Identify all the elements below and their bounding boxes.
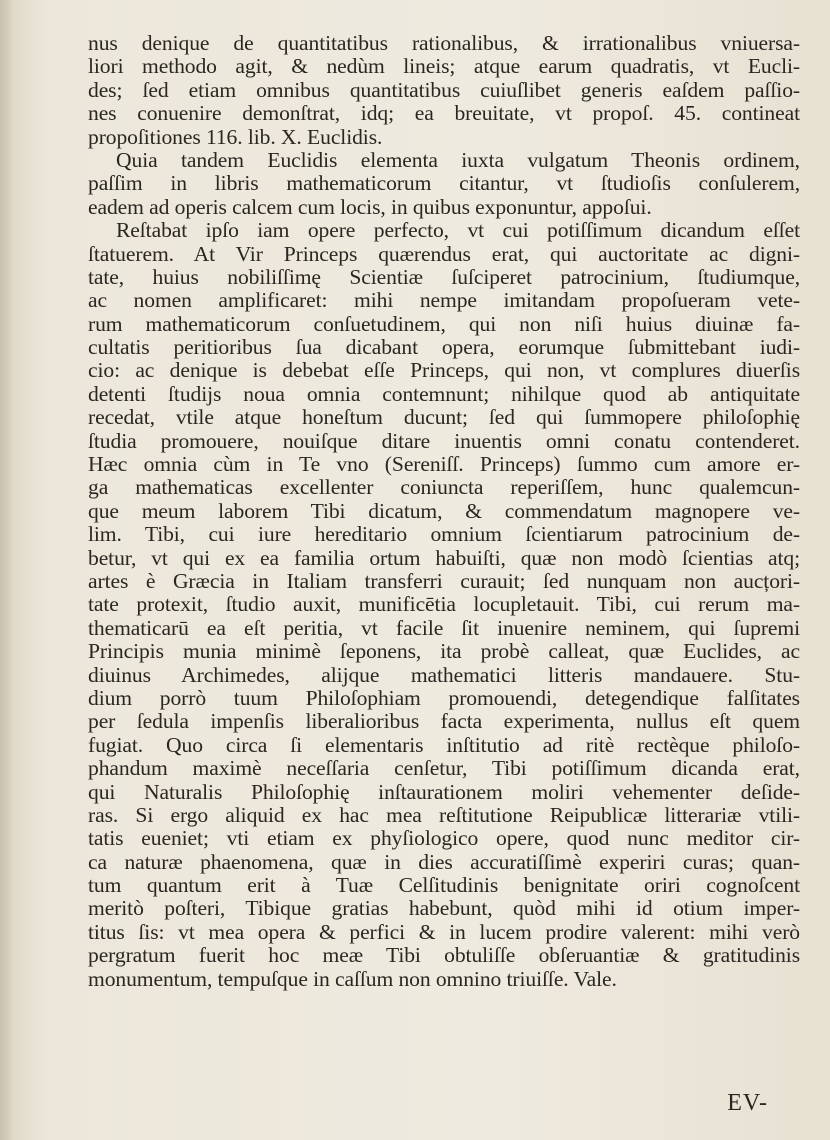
text-line: tate, huius nobiliſſimę Scientiæ ſuſciperet patrocinium, ſtudiumque, [88,265,800,289]
catchword: EV- [727,1090,768,1116]
text-line: artes è Græcia in Italiam transferri curauit; ſed nunquam non aucțori- [88,569,800,593]
text-line: detenti ſtudijs noua omnia contemnunt; nihilque quod ab antiquitate [88,382,800,406]
text-line: thematicarū ea eſt peritia, vt facile ſit inuenire neminem, qui ſupremi [88,616,800,640]
text-line: recedat, vtile atque honeſtum ducunt; ſed qui ſummopere philoſophię [88,406,800,430]
text-line: lim. Tibi, cui iure hereditario omnium ſcientiarum patrocinium de- [88,523,800,547]
text-line: paſſim in libris mathematicorum citantur, vt ſtudioſis conſulerem, [88,172,800,196]
text-line: ca naturæ phaenomena, quæ in dies accuratiſſimè experiri curas; quan- [88,850,800,874]
text-line: phandum maximè neceſſaria cenſetur, Tibi potiſſimum dicanda erat, [88,757,800,781]
text-line: propoſitiones 116. lib. X. Euclidis. [88,125,383,149]
text-line: ras. Si ergo aliquid ex hac mea reſtitutione Reipublicæ litterariæ vtili- [88,803,800,827]
text-line: des; ſed etiam omnibus quantitatibus cuiuſlibet generis eaſdem paſſio- [88,78,800,102]
text-line: per ſedula impenſis liberalioribus facta experimenta, nullus eſt quem [88,710,800,734]
text-line: Principis munia minimè ſeponens, ita probè calleat, quæ Euclides, ac [88,640,800,664]
text-line: rum mathematicorum conſuetudinem, qui non niſi huius diuinæ fa- [88,312,800,336]
text-line: liori methodo agit, & nedùm lineis; atque earum quadratis, vt Eucli- [88,55,800,79]
text-line: fugiat. Quo circa ſi elementaris inſtitutio ad ritè rectèque philoſo- [88,733,800,757]
dedication-text [88,32,800,991]
text-line: ac nomen amplificaret: mihi nempe imitandam propoſueram vete- [88,289,800,313]
text-line: pergratum fuerit hoc meæ Tibi obtuliſſe obſeruantiæ & gratitudinis [88,944,800,968]
text-line: qui Naturalis Philoſophię inſtaurationem moliri vehementer deſide- [88,780,800,804]
text-line: ſtudia promouere, nouiſque ditare inuentis omni conatu contenderet. [88,429,800,453]
text-line: ga mathematicas excellenter coniuncta reperiſſem, hunc qualemcun- [88,476,800,500]
gutter-shadow [0,0,14,1140]
text-line: Hæc omnia cùm in Te vno (Sereniſſ. Princeps) ſummo cum amore er- [88,453,800,477]
text-line: nes conuenire demonſtrat, idq; ea breuitate, vt propoſ. 45. contineat [88,102,800,126]
text-line: tum quantum erit à Tuæ Celſitudinis benignitate oriri cognoſcent [88,874,800,898]
text-line: tatis eueniet; vti etiam ex phyſiologico opere, quod nunc meditor cir- [88,827,800,851]
text-line: betur, vt qui ex ea familia ortum habuiſti, quæ non modò ſcientias atq; [88,546,800,570]
text-line: eadem ad operis calcem cum locis, in quibus exponuntur, appoſui. [88,195,652,219]
text-line: titus ſis: vt mea opera & perfici & in lucem prodire valerent: mihi verò [88,920,800,944]
text-line: cultatis peritioribus ſua dicabant opera, eorumque ſubmittebant iudi- [88,336,800,360]
text-line: dium porrò tuum Philoſophiam promouendi, detegendique falſitates [88,686,800,710]
text-line: cio: ac denique is debebat eſſe Princeps, qui non, vt complures diuerſis [88,359,800,383]
text-line: diuinus Archimedes, aliјque mathematici litteris mandauere. Stu- [88,663,800,687]
text-line: nus denique de quantitatibus rationalibus, & irrationalibus vniuersa- [88,32,800,55]
text-line: ſtatuerem. At Vir Princeps quærendus erat, qui auctoritate ac digni- [88,242,800,266]
text-line: que meum laborem Tibi dicatum, & commendatum magnopere ve- [88,499,800,523]
text-line: Quia tandem Euclidis elementa iuxta vulgatum Theonis ordinem, [116,148,800,172]
text-line: tate protexit, ſtudio auxit, munificētia locupletauit. Tibi, cui rerum ma- [88,593,800,617]
text-line: Reſtabat ipſo iam opere perfecto, vt cui potiſſimum dicandum eſſet [116,219,800,243]
text-line: monumentum, tempuſque in caſſum non omnino triuiſſe. Vale. [88,967,617,991]
text-line: meritò poſteri, Tibique gratias habebunt, quòd mihi id otium imper- [88,897,800,921]
